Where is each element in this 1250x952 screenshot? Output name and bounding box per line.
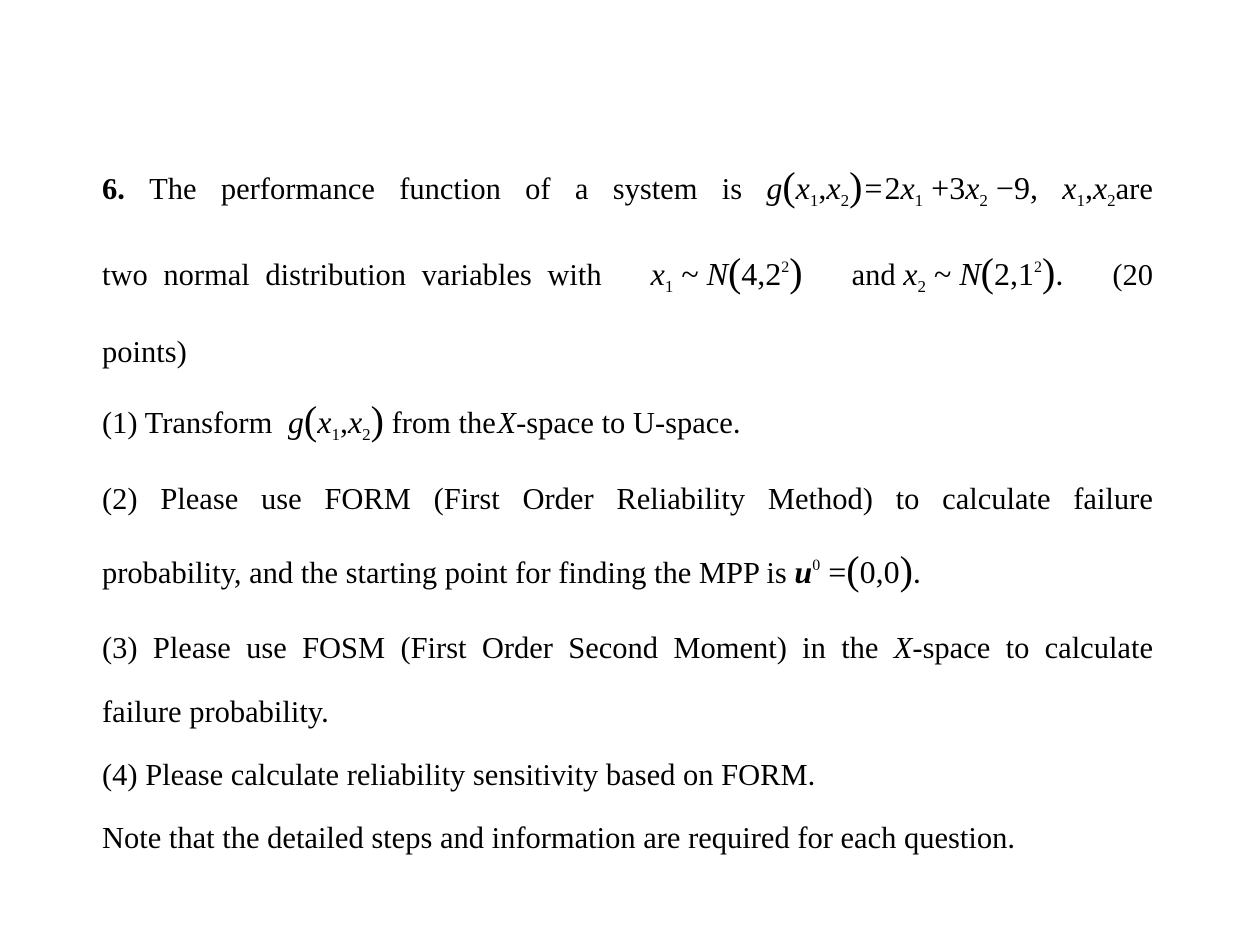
word: performance (220, 172, 375, 206)
question-3-line-2: failure probability. (102, 695, 329, 729)
question-2-line-2: probability, and the starting point for finding the MPP is $u^0 =(0,0)$. (102, 548, 921, 593)
word: system (612, 172, 698, 206)
word: Order (522, 482, 594, 516)
problem-line-2 (102, 250, 1153, 296)
problem-line-1 (102, 164, 1153, 210)
word: is (721, 172, 743, 206)
word: calculate (942, 482, 1051, 516)
distribution-x1: $x_1$ ~ $N(4,2^2)$ (650, 250, 803, 296)
word: Please (160, 482, 239, 516)
question-3-line-1: (3) Please use FOSM (First Order Second Moment) in the X-space to calculate (102, 631, 1153, 665)
word: failure (1073, 482, 1153, 516)
word: function (399, 172, 501, 206)
points-close: points) (102, 335, 187, 369)
performance-function-equation: $g(x_1,x_2)=2x_1 +3x_2 -9$, (766, 164, 1038, 210)
word: a (574, 172, 589, 206)
question-2-line-1 (102, 479, 1153, 519)
question-1: (1) Transform $g(x_1,x_2)$ from the X-space to U-space. (102, 398, 741, 444)
word: to (895, 482, 920, 516)
word: The (149, 172, 197, 206)
word: of (525, 172, 551, 206)
g-function-ref: $g(x_1,x_2)$ (287, 398, 384, 444)
word-are: are (1115, 172, 1153, 206)
word: FORM (324, 482, 411, 516)
x-space-label: X (893, 631, 913, 665)
word: (First (433, 482, 500, 516)
points-open: (20 (1112, 258, 1153, 292)
word: (2) (102, 482, 138, 516)
word: use (261, 482, 302, 516)
note: Note that the detailed steps and information are required for each question. (102, 821, 1015, 855)
starting-point: $u^0 =(0,0)$. (794, 548, 921, 593)
word: Reliability (616, 482, 746, 516)
variables: $x_1,x_2are$ (1062, 170, 1153, 210)
problem-number: 6. (102, 172, 125, 206)
distribution-x2: and $x_2$ ~ $N(2,1^2)$. (851, 250, 1064, 296)
question-4: (4) Please calculate reliability sensitivity based on FORM. (102, 758, 816, 792)
line2-intro: two normal distribution variables with (102, 258, 602, 292)
word: Method) (767, 482, 873, 516)
